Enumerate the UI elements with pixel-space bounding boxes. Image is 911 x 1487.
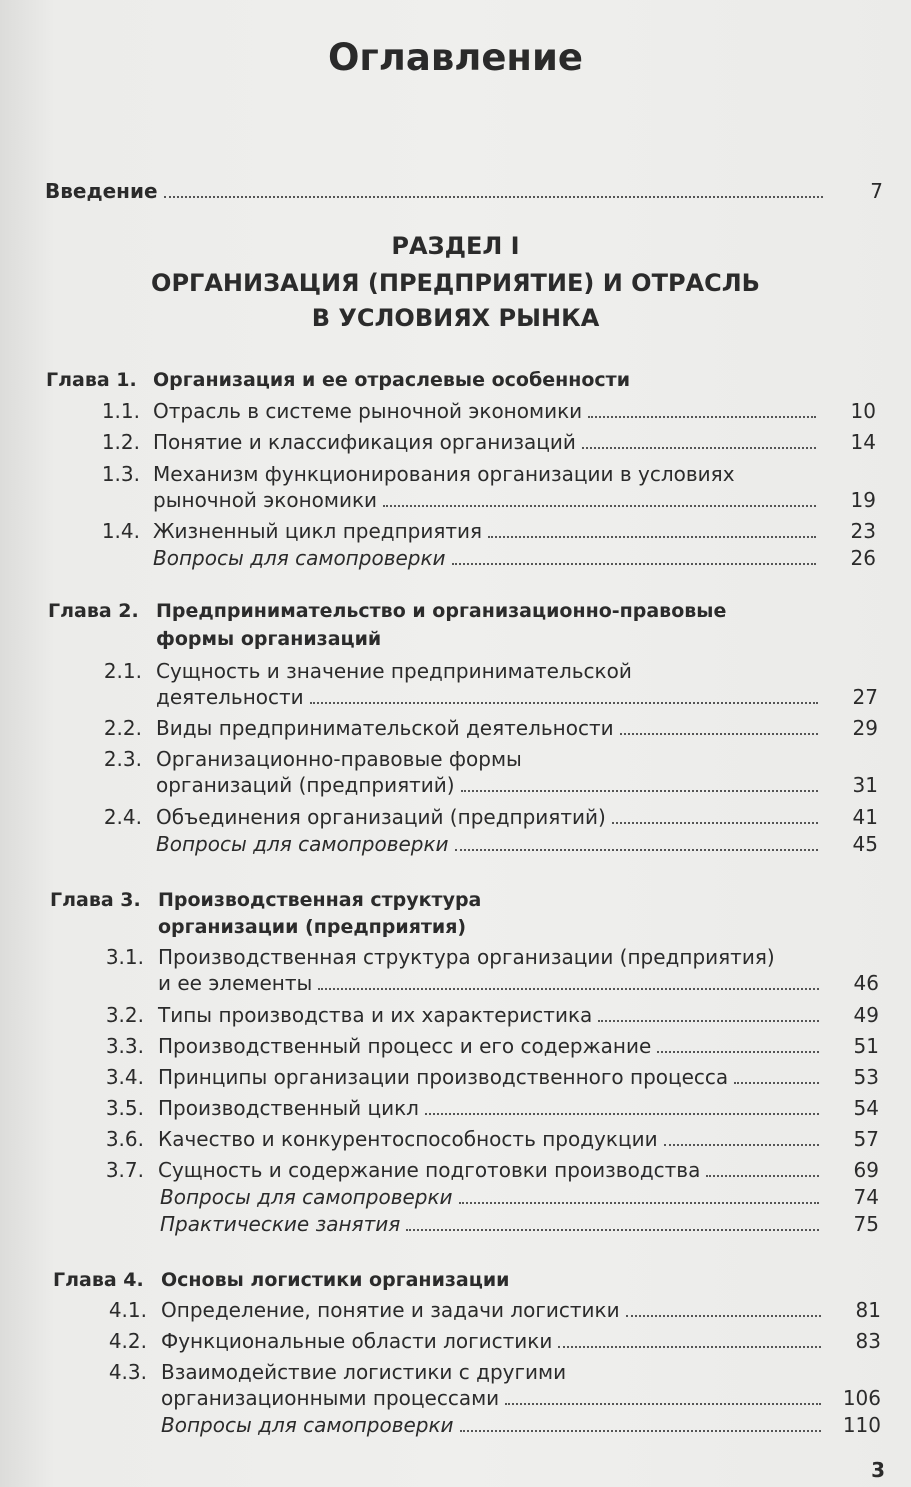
leader-dots: [612, 822, 818, 824]
toc-entry[interactable]: [161, 1297, 881, 1323]
item-number: 1.3.: [101, 462, 140, 486]
entry-text-line1[interactable]: Производственная структура организации (предприятия): [158, 945, 775, 969]
entry-text: Объединения организаций (предприятий): [156, 805, 606, 829]
chapter-title[interactable]: Производственная структура: [158, 889, 482, 911]
entry-text: Принципы организации производственного процесса: [158, 1065, 729, 1089]
page-ref: 53: [853, 1065, 879, 1089]
leader-dots: [558, 1346, 821, 1348]
toc-entry[interactable]: [153, 398, 876, 424]
page-ref: 10: [850, 399, 876, 423]
leader-dots: [460, 1430, 821, 1432]
page-ref: 27: [852, 685, 878, 709]
entry-text: Вопросы для самопроверки: [156, 832, 449, 856]
toc-entry[interactable]: [153, 429, 876, 455]
page-ref: 26: [850, 546, 876, 570]
toc-entry-questions[interactable]: [156, 831, 878, 857]
page-ref: 7: [870, 179, 883, 203]
page-ref: 51: [853, 1034, 879, 1058]
entry-text: Функциональные области логистики: [161, 1329, 553, 1353]
toc-entry[interactable]: [156, 715, 878, 741]
toc-entry-questions[interactable]: [153, 545, 876, 571]
page-ref: 69: [853, 1158, 879, 1182]
page-ref: 106: [842, 1386, 881, 1410]
entry-text-line1[interactable]: Сущность и значение предпринимательской: [156, 659, 632, 683]
leader-dots: [588, 416, 816, 418]
entry-text: Жизненный цикл предприятия: [153, 519, 483, 543]
item-number: 3.7.: [105, 1158, 144, 1182]
chapter-title[interactable]: Предпринимательство и организационно-правовые: [156, 600, 727, 622]
entry-text: Качество и конкурентоспособность продукции: [158, 1127, 658, 1151]
page-ref: 14: [850, 430, 876, 454]
toc-entry[interactable]: [153, 487, 876, 513]
item-number: 3.3.: [105, 1034, 144, 1058]
leader-dots: [310, 702, 818, 704]
page-ref: 41: [852, 805, 878, 829]
entry-text: организационными процессами: [161, 1386, 500, 1410]
item-number: 3.2.: [105, 1003, 144, 1027]
section-title-line1: ОРГАНИЗАЦИЯ (ПРЕДПРИЯТИЕ) И ОТРАСЛЬ: [151, 269, 760, 297]
item-number: 2.4.: [103, 805, 142, 829]
entry-text-line1[interactable]: Взаимодействие логистики с другими: [161, 1360, 567, 1384]
page-ref: 75: [853, 1212, 879, 1236]
item-number: 3.4.: [105, 1065, 144, 1089]
chapter-title[interactable]: Организация и ее отраслевые особенности: [153, 369, 631, 391]
page-ref: 19: [850, 488, 876, 512]
leader-dots: [455, 849, 818, 851]
page-ref: 29: [852, 716, 878, 740]
page-number: 3: [871, 1458, 885, 1482]
toc-entry-intro[interactable]: [45, 178, 883, 204]
leader-dots: [383, 505, 816, 507]
entry-text-line1[interactable]: Организационно-правовые формы: [156, 747, 522, 771]
chapter-label: Глава 3.: [50, 889, 141, 911]
entry-text: Производственный процесс и его содержание: [158, 1034, 652, 1058]
chapter-label: Глава 2.: [48, 600, 139, 622]
page-ref: 54: [853, 1096, 879, 1120]
leader-dots: [620, 733, 818, 735]
leader-dots: [459, 1202, 819, 1204]
item-number: 2.2.: [103, 716, 142, 740]
entry-text: Сущность и содержание подготовки производства: [158, 1158, 701, 1182]
entry-text: Отрасль в системе рыночной экономики: [153, 399, 583, 423]
item-number: 1.4.: [101, 519, 140, 543]
page-ref: 57: [853, 1127, 879, 1151]
page-ref: 110: [842, 1413, 881, 1437]
page-ref: 23: [850, 519, 876, 543]
item-number: 2.3.: [103, 747, 142, 771]
toc-entry[interactable]: [158, 1157, 879, 1183]
toc-entry[interactable]: [158, 1033, 879, 1059]
entry-text: Практические занятия: [160, 1212, 401, 1236]
leader-dots: [582, 447, 816, 449]
leader-dots: [164, 196, 823, 198]
item-number: 1.1.: [101, 399, 140, 423]
item-number: 4.3.: [108, 1360, 147, 1384]
item-number: 3.6.: [105, 1127, 144, 1151]
page-ref: 45: [852, 832, 878, 856]
item-number: 1.2.: [101, 430, 140, 454]
leader-dots: [461, 790, 818, 792]
leader-dots: [318, 988, 819, 990]
toc-entry[interactable]: [158, 1095, 879, 1121]
leader-dots: [406, 1229, 819, 1231]
entry-text: и ее элементы: [158, 971, 313, 995]
item-number: 2.1.: [103, 659, 142, 683]
toc-entry[interactable]: [156, 684, 878, 710]
toc-entry[interactable]: [153, 518, 876, 544]
entry-text: Вопросы для самопроверки: [160, 1185, 453, 1209]
item-number: 4.1.: [108, 1298, 147, 1322]
page-ref: 49: [853, 1003, 879, 1027]
page-ref: 83: [855, 1329, 881, 1353]
chapter-label: Глава 4.: [53, 1269, 144, 1291]
entry-label: Введение: [45, 179, 158, 203]
leader-dots: [452, 563, 816, 565]
leader-dots: [657, 1051, 819, 1053]
toc-entry[interactable]: [161, 1328, 881, 1354]
entry-text: рыночной экономики: [153, 488, 378, 512]
toc-entry[interactable]: [158, 1064, 879, 1090]
chapter-title-line2[interactable]: организации (предприятия): [158, 916, 467, 938]
entry-text-line1[interactable]: Механизм функционирования организации в условиях: [153, 462, 735, 486]
entry-text: Типы производства и их характеристика: [158, 1003, 593, 1027]
entry-text: организаций (предприятий): [156, 773, 455, 797]
section-number: РАЗДЕЛ I: [391, 232, 520, 260]
toc-entry[interactable]: [158, 970, 879, 996]
entry-text: Виды предпринимательской деятельности: [156, 716, 614, 740]
leader-dots: [425, 1113, 819, 1115]
leader-dots: [626, 1315, 821, 1317]
toc-entry[interactable]: [161, 1385, 881, 1411]
leader-dots: [598, 1020, 819, 1022]
leader-dots: [706, 1175, 819, 1177]
toc-entry[interactable]: [158, 1002, 879, 1028]
entry-text: Вопросы для самопроверки: [161, 1413, 454, 1437]
entry-text: деятельности: [156, 685, 304, 709]
toc-entry[interactable]: [156, 804, 878, 830]
entry-text: Производственный цикл: [158, 1096, 419, 1120]
leader-dots: [664, 1144, 819, 1146]
section-title-line2: В УСЛОВИЯХ РЫНКА: [311, 304, 600, 332]
page-ref: 74: [853, 1185, 879, 1209]
chapter-title-line2[interactable]: формы организаций: [156, 628, 382, 650]
leader-dots: [734, 1082, 819, 1084]
entry-text: Понятие и классификация организаций: [153, 430, 576, 454]
toc-entry[interactable]: [158, 1126, 879, 1152]
page-ref: 81: [855, 1298, 881, 1322]
leader-dots: [488, 536, 816, 538]
page-ref: 31: [852, 773, 878, 797]
item-number: 4.2.: [108, 1329, 147, 1353]
item-number: 3.1.: [105, 945, 144, 969]
entry-text: Определение, понятие и задачи логистики: [161, 1298, 620, 1322]
chapter-label: Глава 1.: [46, 369, 137, 391]
chapter-title[interactable]: Основы логистики организации: [161, 1269, 510, 1291]
toc-entry[interactable]: [156, 772, 878, 798]
toc-entry-practice[interactable]: [160, 1211, 879, 1237]
page-title: Оглавление: [327, 36, 584, 79]
entry-text: Вопросы для самопроверки: [153, 546, 446, 570]
item-number: 3.5.: [105, 1096, 144, 1120]
page-ref: 46: [853, 971, 879, 995]
toc-entry-questions[interactable]: [160, 1184, 879, 1210]
toc-entry-questions[interactable]: [161, 1412, 881, 1438]
leader-dots: [505, 1403, 821, 1405]
